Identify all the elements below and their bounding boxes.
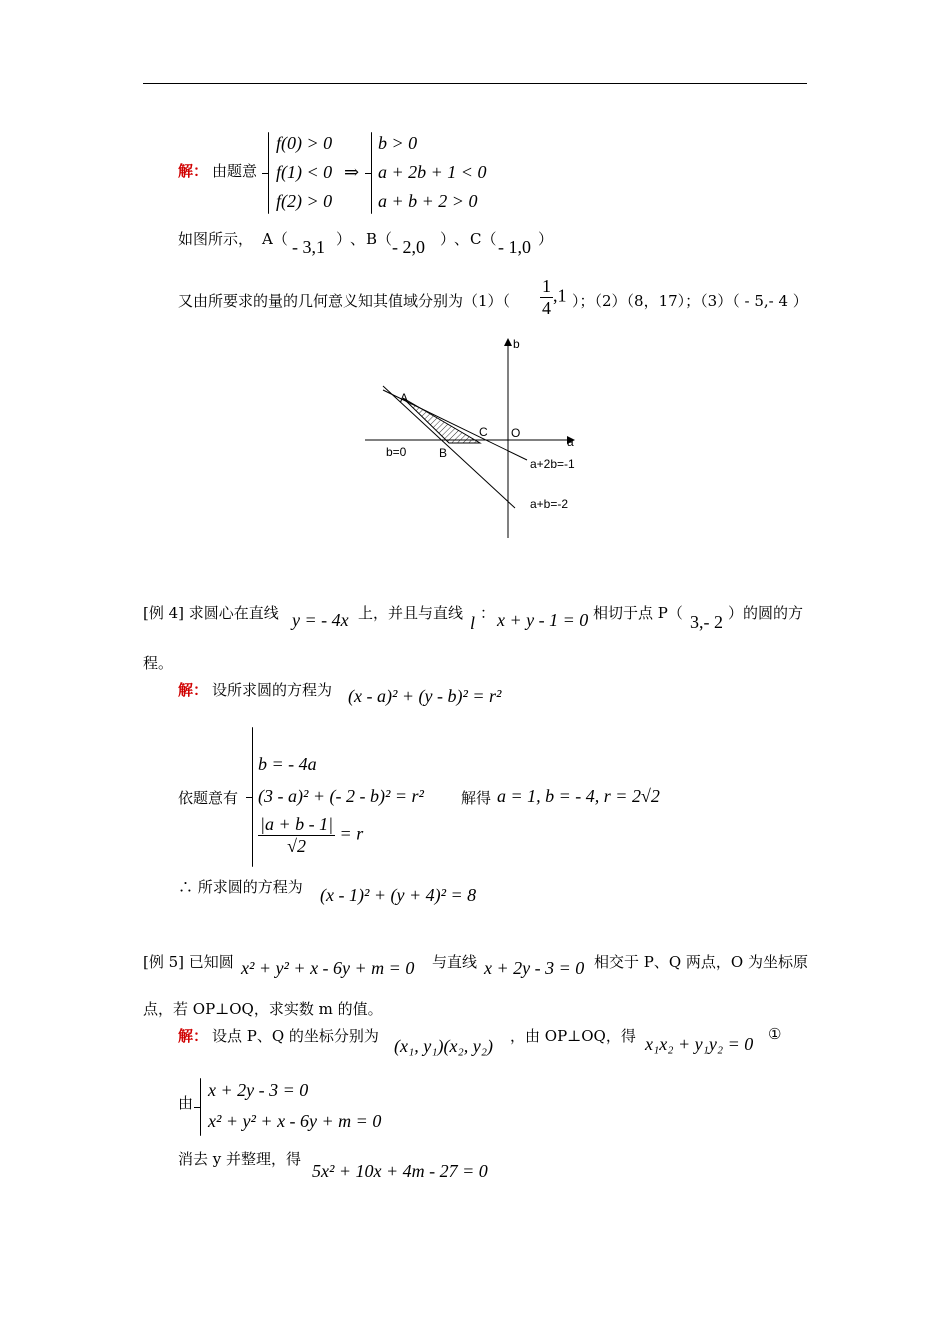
point-b-label: B（: [366, 230, 393, 248]
region-figure: [355, 330, 595, 545]
sol4-solve-text: 解得: [461, 789, 492, 807]
right-brace: [371, 132, 372, 214]
ex4-tangent-eq: x + y - 1 = 0: [497, 610, 589, 630]
label-o: O: [511, 426, 521, 440]
header-rule: [143, 83, 807, 84]
sol5-elim: 消去 y 并整理，得: [178, 1150, 302, 1168]
sol5-result: 5x² + 10x + 4m - 27 = 0: [312, 1161, 488, 1181]
frac-den: 4: [542, 298, 551, 318]
solution-label-5: 解：: [178, 1027, 209, 1045]
point-a-label: A（: [262, 230, 288, 248]
sol4-final-eq: (x - 1)² + (y + 4)² = 8: [320, 885, 477, 905]
ex5-mid: 与直线: [432, 953, 478, 971]
label-b-zero: b=0: [386, 445, 407, 459]
sep-1: 、: [350, 230, 366, 248]
ex4-cont: 程。: [143, 654, 174, 672]
ranges-fraction: [540, 276, 567, 319]
sol4-eq3-den: √2: [287, 836, 306, 856]
sol5-mid: ，由 OP⊥OQ，得: [510, 1027, 636, 1045]
shaded-region: [403, 398, 480, 443]
sys-right-1: b > 0: [378, 133, 418, 153]
sol5-coords: (x₁, y₁)(x₂, y₂): [394, 1036, 493, 1056]
label-c: C: [479, 425, 488, 439]
sol5-sys1: x + 2y - 3 = 0: [208, 1080, 309, 1100]
label-line1: a+2b=-1: [530, 457, 575, 471]
sol5-brace: [200, 1078, 201, 1136]
sep-2: 、: [454, 230, 470, 248]
ex4-end: ）的圆的方: [728, 604, 804, 622]
ranges-prefix: 又由所要求的量的几何意义知其值域分别为（1）（: [178, 292, 511, 310]
sol5-sys2: x² + y² + x - 6y + m = 0: [208, 1111, 382, 1131]
b-axis-arrow: [504, 338, 512, 346]
left-brace: [268, 132, 269, 214]
ex4-mid1: 上，并且与直线: [358, 604, 464, 622]
sys-right-3: a + b + 2 > 0: [378, 191, 478, 211]
solution-label: 解：: [178, 162, 209, 180]
sol4-eq3-num: |a + b - 1|: [260, 814, 334, 834]
solution-label-4: 解：: [178, 681, 209, 699]
ex4-tag: [例 4] 求圆心在直线: [143, 604, 279, 622]
frac-after: ,1: [553, 285, 567, 306]
sol5-set-text: 设点 P、Q 的坐标分别为: [212, 1027, 379, 1045]
axis-b-label: b: [513, 337, 520, 351]
point-a-end: ）: [336, 230, 352, 248]
sol4-set-text: 设所求圆的方程为: [212, 681, 333, 699]
points-prefix: 如图所示，: [178, 230, 254, 248]
ex4-mid2: 相切于点 P（: [593, 604, 683, 622]
ex4-line-eq: y = - 4x: [292, 610, 349, 630]
sys-left-1: f(0) > 0: [276, 133, 333, 153]
ex4-l: l: [470, 613, 476, 633]
point-a-value: - 3,1: [292, 237, 325, 257]
sol1-prefix: 由题意: [212, 162, 258, 180]
sol4-eq3: [258, 814, 363, 857]
sol4-brace: [252, 727, 253, 867]
ex5-circle-eq: x² + y² + x - 6y + m = 0: [241, 958, 415, 978]
ex4-colon: ：: [480, 604, 496, 622]
sol4-eq1: b = - 4a: [258, 754, 317, 774]
sol5-you: 由: [178, 1094, 194, 1112]
ex5-line-eq: x + 2y - 3 = 0: [484, 958, 585, 978]
point-b-value: - 2,0: [392, 237, 425, 257]
implies-arrow: ⇒: [344, 162, 360, 182]
sol4-circle-eq: (x - a)² + (y - b)² = r²: [348, 686, 502, 706]
sol4-eq3-rhs: = r: [339, 823, 364, 844]
ex5-end: 相交于 P、Q 两点，O 为坐标原: [594, 953, 808, 971]
point-c-end: ）: [538, 230, 554, 248]
sys-left-2: f(1) < 0: [276, 162, 333, 182]
sol4-solve-vals: a = 1, b = - 4, r = 2√2: [497, 786, 660, 806]
ex5-cont: 点，若 OP⊥OQ，求实数 m 的值。: [143, 1000, 383, 1018]
ex5-tag: [例 5] 已知圆: [143, 953, 234, 971]
point-b-end: ）: [440, 230, 456, 248]
ranges-rest: ）；（2）（8，17）；（3）（ - 5,- 4 ）: [572, 292, 808, 310]
frac-num: 1: [542, 276, 551, 296]
sol4-eq2: (3 - a)² + (- 2 - b)² = r²: [258, 786, 424, 806]
sol4-yi-text: 依题意有: [178, 789, 239, 807]
sol5-circled-one: ①: [768, 1025, 782, 1043]
ex4-point: 3,- 2: [690, 612, 723, 632]
label-b: B: [439, 446, 448, 460]
sol4-therefore: ∴ 所求圆的方程为: [178, 878, 303, 896]
axis-a-label: a: [567, 435, 574, 449]
label-a: A: [400, 391, 409, 405]
point-c-value: - 1,0: [498, 237, 531, 257]
label-line2: a+b=-2: [530, 497, 569, 511]
sys-right-2: a + 2b + 1 < 0: [378, 162, 487, 182]
point-c-label: C（: [470, 230, 497, 248]
sol5-cond: x₁x₂ + y₁y₂ = 0: [645, 1034, 754, 1054]
sys-left-3: f(2) > 0: [276, 191, 333, 211]
